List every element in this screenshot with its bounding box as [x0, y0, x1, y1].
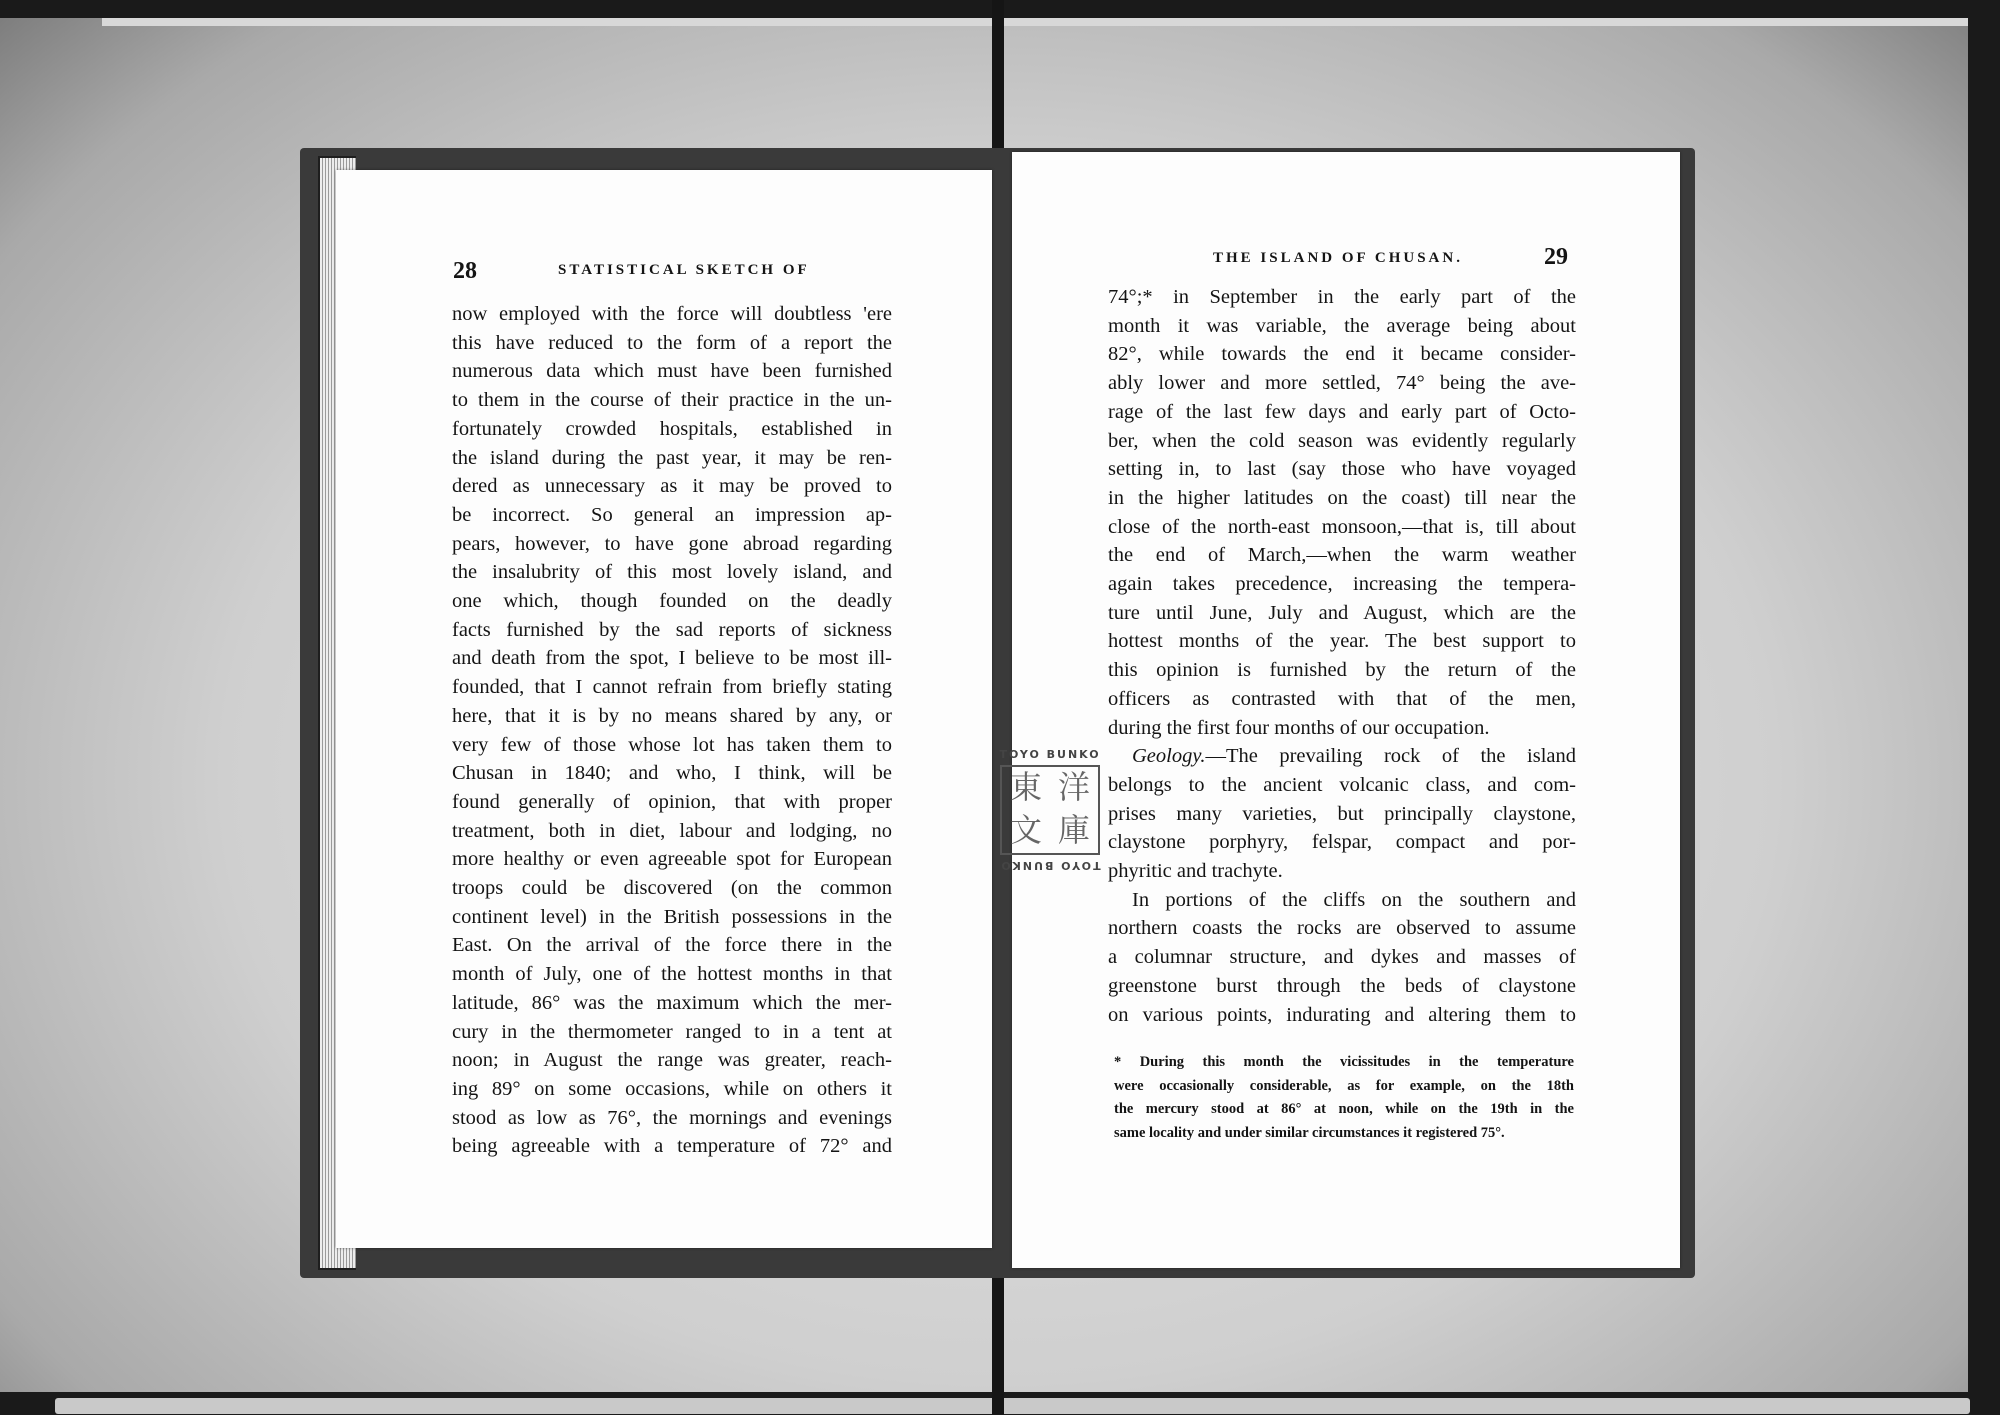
seal-character: 文 — [1009, 811, 1042, 849]
text-line: numerous data which must have been furnished — [452, 360, 892, 383]
text-line: East. On the arrival of the force there in the — [452, 934, 892, 957]
text-line: being agreeable with a temperature of 72° and — [452, 1135, 892, 1158]
geology-first-line: —The prevailing rock of the island — [1205, 745, 1576, 768]
scan-paper-band-bottom — [55, 1398, 1970, 1414]
stamp-bottom-text: TOYO BUNKO — [999, 859, 1101, 872]
text-line: noon; in August the range was greater, reach- — [452, 1049, 892, 1072]
text-line: rage of the last few days and early part of Octo- — [1108, 400, 1576, 423]
text-line: belongs to the ancient volcanic class, and com- — [1108, 773, 1576, 796]
text-line: officers as contrasted with that of the men, — [1108, 687, 1576, 710]
text-line: greenstone burst through the beds of claystone — [1108, 974, 1576, 997]
left-page-number: 28 — [453, 258, 477, 284]
text-line: and death from the spot, I believe to be most ill- — [452, 647, 892, 670]
text-line: hottest months of the year. The best support to — [1108, 630, 1576, 653]
text-line: this have reduced to the form of a report the — [452, 331, 892, 354]
seal-mark — [1000, 765, 1100, 855]
text-line: northern coasts the rocks are observed to assume — [1108, 917, 1576, 940]
left-page — [336, 170, 992, 1248]
footnote-line: the mercury stood at 86° at noon, while on the 19th in the — [1114, 1101, 1574, 1117]
text-line: fortunately crowded hospitals, established in — [452, 417, 892, 440]
text-line: month it was variable, the average being about — [1108, 314, 1576, 337]
right-page-body — [1108, 283, 1576, 1029]
text-line: now employed with the force will doubtless 'ere — [452, 303, 892, 325]
right-page — [1012, 152, 1680, 1268]
geology-heading: Geology. — [1132, 745, 1206, 768]
text-line: pears, however, to have gone abroad regarding — [452, 532, 892, 555]
text-line — [1108, 742, 1576, 771]
text-line: ably lower and more settled, 74° being the ave- — [1108, 372, 1576, 395]
text-line: here, that it is by no means shared by any, or — [452, 704, 892, 727]
text-line: stood as low as 76°, the mornings and evenings — [452, 1106, 892, 1129]
text-line: on various points, indurating and altering them to — [1108, 1003, 1576, 1026]
text-line: one which, though founded on the deadly — [452, 590, 892, 613]
text-line: troops could be discovered (on the common — [452, 877, 892, 900]
seal-character: 洋 — [1057, 768, 1090, 806]
stamp-top-text: TOYO BUNKO — [999, 748, 1101, 761]
text-line: close of the north-east monsoon,—that is, till about — [1108, 515, 1576, 538]
right-running-head: THE ISLAND OF CHUSAN. — [1213, 250, 1463, 266]
seal-character: 庫 — [1057, 811, 1090, 849]
text-line: 82°, while towards the end it became consider- — [1108, 343, 1576, 366]
text-line: Chusan in 1840; and who, I think, will be — [452, 762, 892, 785]
text-line: the island during the past year, it may be ren- — [452, 446, 892, 469]
text-line: ing 89° on some occasions, while on others it — [452, 1077, 892, 1100]
text-line: very few of those whose lot has taken them to — [452, 733, 892, 756]
text-line: during the first four months of our occupation. — [1108, 716, 1490, 739]
text-line: ture until June, July and August, which are the — [1108, 601, 1576, 624]
text-line: found generally of opinion, that with proper — [452, 790, 892, 813]
text-line: the insalubrity of this most lovely island, and — [452, 561, 892, 584]
text-line: claystone porphyry, felspar, compact and por- — [1108, 831, 1576, 854]
seal-character: 東 — [1009, 768, 1042, 806]
footnote-line: same locality and under similar circumstances it registered 75°. — [1114, 1124, 1505, 1141]
right-page-number: 29 — [1544, 244, 1568, 270]
text-line: again takes precedence, increasing the tempera- — [1108, 573, 1576, 596]
text-line: treatment, both in diet, labour and lodging, no — [452, 819, 892, 842]
text-line: In portions of the cliffs on the southern and — [1132, 888, 1576, 911]
text-line: the end of March,—when the warm weather — [1108, 544, 1576, 567]
text-line: prises many varieties, but principally claystone, — [1108, 802, 1576, 825]
footnote — [1114, 1051, 1574, 1145]
text-line: more healthy or even agreeable spot for European — [452, 848, 892, 871]
text-line: 74°;* in September in the early part of the — [1108, 286, 1576, 308]
footnote-line: * During this month the vicissitudes in the temperature — [1114, 1054, 1574, 1070]
text-line: to them in the course of their practice in the un- — [452, 389, 892, 412]
left-page-body — [452, 300, 892, 1161]
text-line: setting in, to last (say those who have voyaged — [1108, 458, 1576, 481]
text-line: facts furnished by the sad reports of sickness — [452, 618, 892, 641]
left-running-head: STATISTICAL SKETCH OF — [558, 262, 810, 278]
scan-paper-band-top — [102, 18, 1982, 26]
text-line: dered as unnecessary as it may be proved to — [452, 475, 892, 498]
library-stamp — [990, 748, 1110, 872]
footnote-line: were occasionally considerable, as for example, on the 18th — [1114, 1077, 1574, 1094]
text-line: be incorrect. So general an impression ap- — [452, 503, 892, 526]
text-line: ber, when the cold season was evidently regularly — [1108, 429, 1576, 452]
text-line: month of July, one of the hottest months in that — [452, 963, 892, 986]
text-line: cury in the thermometer ranged to in a tent at — [452, 1020, 892, 1043]
text-line: latitude, 86° was the maximum which the mer- — [452, 991, 892, 1014]
text-line: in the higher latitudes on the coast) till near the — [1108, 486, 1576, 509]
text-line: this opinion is furnished by the return of the — [1108, 659, 1576, 682]
text-line: a columnar structure, and dykes and masses of — [1108, 946, 1576, 969]
scan-border-right — [1968, 0, 2000, 1415]
text-line: continent level) in the British possessions in the — [452, 905, 892, 928]
text-line: founded, that I cannot refrain from briefly stating — [452, 676, 892, 699]
text-line: phyritic and trachyte. — [1108, 860, 1283, 883]
